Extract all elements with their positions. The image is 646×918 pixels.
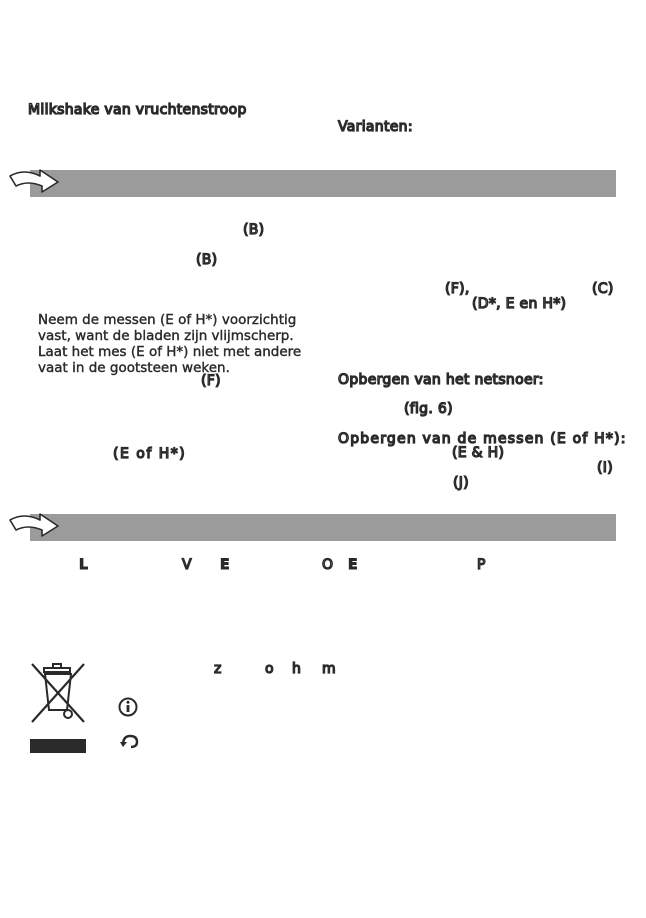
varianten-heading: Varianten: [338, 119, 413, 135]
env-letter-m: m [322, 661, 336, 677]
curved-arrow-icon [6, 510, 62, 540]
letter-v: V [182, 557, 192, 573]
recycle-arrow-icon [120, 733, 140, 751]
ref-b-1: (B) [243, 222, 265, 238]
ref-d-e-h: (D*, E en H*) [472, 296, 567, 312]
ref-f-right: (F), [445, 281, 470, 297]
letter-l: L [79, 557, 88, 573]
env-letter-z: z [214, 661, 222, 677]
section-bar-2 [30, 514, 616, 541]
milkshake-heading: Milkshake van vruchtenstroop [28, 102, 247, 118]
letter-e-2: E [348, 557, 358, 573]
ref-c: (C) [592, 281, 614, 297]
blade-warning-text: Neem de messen (E of H*) voorzichtig vast, want de bladen zijn vlijmscherp. Laat het mes (E of H*) niet met andere vaat in de gootsteen weken. [38, 312, 302, 376]
ref-j: (J) [453, 475, 469, 491]
bin-underline-bar [30, 739, 86, 753]
ref-e-and-h: (E & H) [452, 445, 505, 461]
ref-f-left: (F) [201, 373, 221, 389]
env-letter-o: o [265, 661, 274, 677]
env-letter-h: h [292, 661, 302, 677]
fig-6-ref: (fig. 6) [404, 401, 453, 417]
ref-b-2: (B) [196, 252, 218, 268]
crossed-wheelie-bin-icon [26, 660, 88, 726]
curved-arrow-icon [6, 166, 62, 196]
info-circle-icon [118, 697, 138, 717]
section-bar-1 [30, 170, 616, 197]
blade-storage-heading: Opbergen van de messen (E of H*): [338, 431, 627, 447]
ref-e-of-h-left: (E of H*) [113, 446, 187, 462]
letter-e-1: E [220, 557, 230, 573]
ref-i: (I) [597, 460, 613, 476]
letter-o: O [322, 557, 334, 573]
cord-storage-heading: Opbergen van het netsnoer: [338, 372, 544, 388]
letter-p: P [477, 557, 486, 573]
